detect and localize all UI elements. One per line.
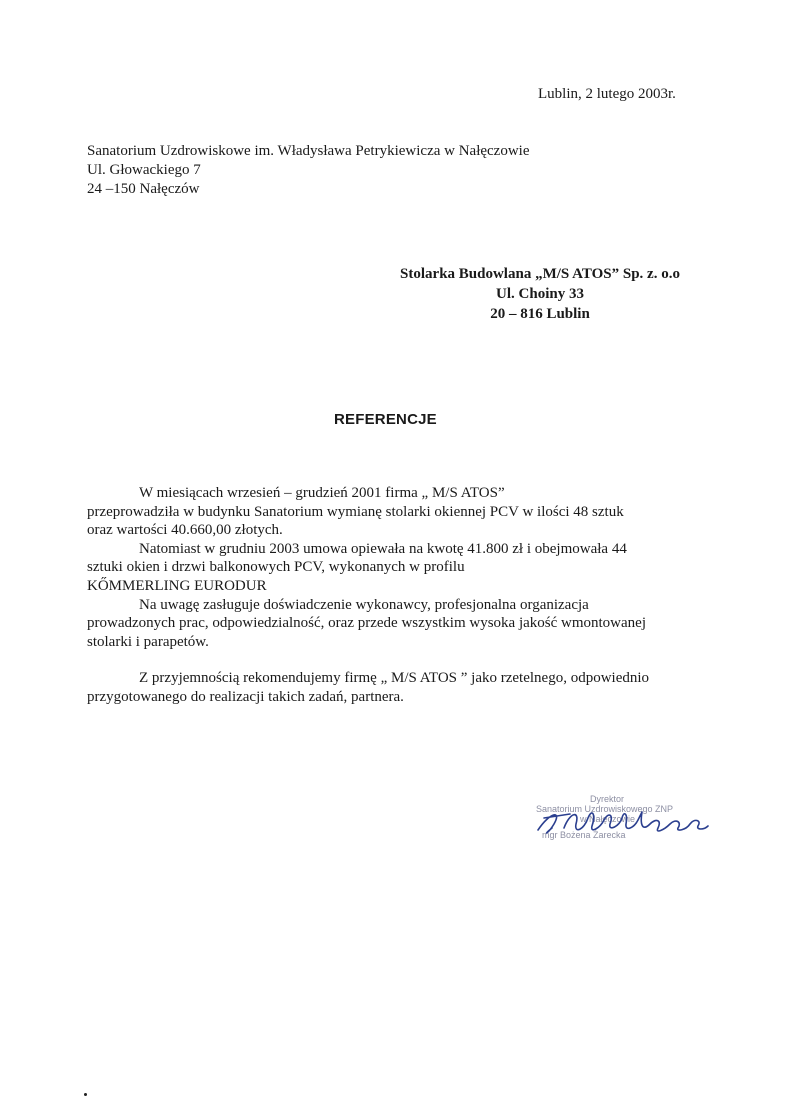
sender-street: Ul. Choiny 33 <box>496 286 584 302</box>
document-title: REFERENCJE <box>334 411 437 428</box>
body-line: stolarki i parapetów. <box>87 633 209 650</box>
stamp-signatory: mgr Bożena Żarecka <box>542 830 626 840</box>
stray-mark <box>84 1093 87 1096</box>
stamp-location: w Nałęczowie <box>580 814 636 824</box>
body-line: prowadzonych prac, odpowiedzialność, oraz przede wszystkim wysoka jakość wmontowanej <box>87 615 646 632</box>
body-line: W miesiącach wrzesień – grudzień 2001 firma „ M/S ATOS” <box>139 485 505 501</box>
body-line: przygotowanego do realizacji takich zadań, partnera. <box>87 688 404 705</box>
recipient-street: Ul. Głowackiego 7 <box>87 162 201 178</box>
body-line: przeprowadziła w budynku Sanatorium wymianę stolarki okiennej PCV w ilości 48 sztuk <box>87 503 624 520</box>
recipient-address <box>87 142 530 199</box>
sender-name: Stolarka Budowlana „M/S ATOS” Sp. z. o.o <box>400 266 680 282</box>
signature-block <box>530 790 720 850</box>
body-line: KŐMMERLING EURODUR <box>87 577 267 594</box>
body-line: Natomiast w grudniu 2003 umowa opiewała na kwotę 41.800 zł i obejmowała 44 <box>139 540 627 557</box>
handwritten-signature <box>530 790 720 850</box>
sender-city: 20 – 816 Lublin <box>490 306 590 322</box>
body-line: Na uwagę zasługuje doświadczenie wykonawcy, profesjonalna organizacja <box>139 596 589 613</box>
letter-date: Lublin, 2 lutego 2003r. <box>538 86 676 102</box>
letter-body <box>87 484 707 707</box>
sender-address <box>340 264 740 324</box>
recipient-name: Sanatorium Uzdrowiskowe im. Władysława Petrykiewicza w Nałęczowie <box>87 143 530 159</box>
stamp-title: Dyrektor <box>590 794 625 804</box>
stamp-institution: Sanatorium Uzdrowiskowego ZNP <box>536 804 674 814</box>
body-line: Z przyjemnością rekomendujemy firmę „ M/S ATOS ” jako rzetelnego, odpowiednio <box>139 670 650 687</box>
body-line: oraz wartości 40.660,00 złotych. <box>87 522 283 539</box>
paragraph-gap <box>87 651 707 669</box>
body-line: sztuki okien i drzwi balkonowych PCV, wykonanych w profilu <box>87 559 465 576</box>
recipient-city: 24 –150 Nałęczów <box>87 181 200 197</box>
